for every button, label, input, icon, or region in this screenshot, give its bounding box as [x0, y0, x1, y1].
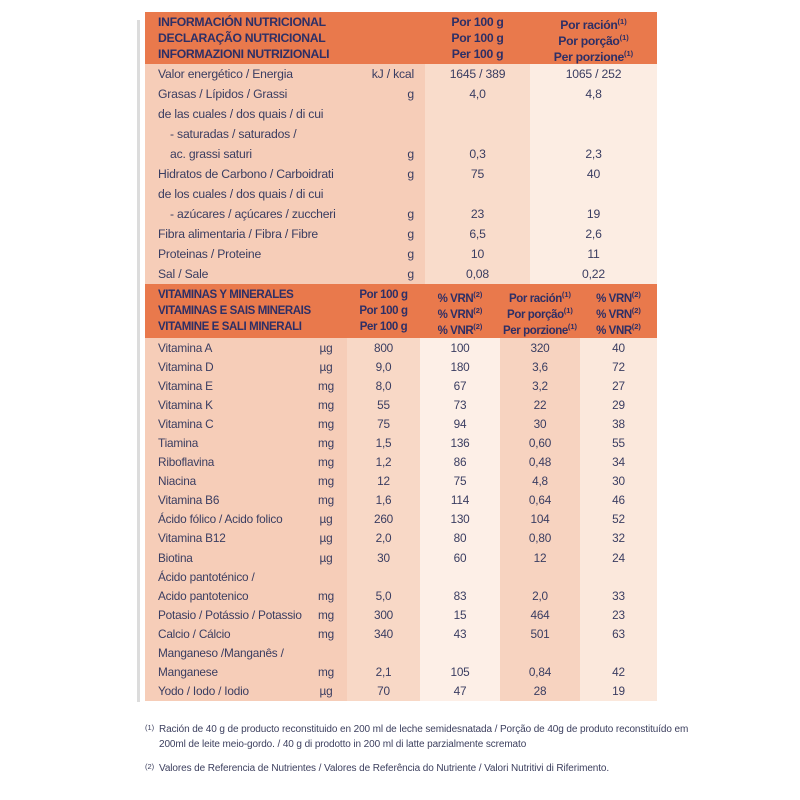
- footnote-2-marker: (2): [145, 762, 155, 771]
- footnote-2: [145, 761, 701, 776]
- value-pct-vrn-portion: 24: [580, 548, 657, 567]
- section2-portion-column-header: [500, 287, 580, 335]
- table-row: [145, 144, 657, 164]
- value-per-portion: 19: [530, 204, 657, 224]
- footnote-1-marker: (1): [145, 723, 155, 732]
- row-unit: [305, 644, 347, 663]
- section2-title-pt: VITAMINAS E SAIS MINERAIS: [158, 305, 311, 317]
- row-label: Ácido pantoténico /: [145, 567, 305, 586]
- value-per-100g: 5,0: [347, 586, 420, 605]
- nutrition-table: [145, 12, 657, 701]
- value-per-portion: 2,3: [530, 144, 657, 164]
- section2-body: [145, 338, 657, 701]
- row-label: Biotina: [145, 548, 305, 567]
- value-per-portion: 501: [500, 624, 580, 643]
- value-per-portion: 0,80: [500, 529, 580, 548]
- row-unit: µg: [305, 510, 347, 529]
- value-pct-vrn-portion: 30: [580, 472, 657, 491]
- row-label: Riboflavina: [145, 453, 305, 472]
- row-label: Sal / Sale: [145, 264, 360, 284]
- table-row: [145, 376, 657, 395]
- value-per-100g: 9,0: [347, 357, 420, 376]
- row-label: Calcio / Cálcio: [145, 624, 305, 643]
- value-pct-vrn-portion: 19: [580, 682, 657, 701]
- value-pct-vrn-portion: 33: [580, 586, 657, 605]
- value-pct-vrn-100g: 180: [420, 357, 500, 376]
- row-unit: [360, 104, 425, 124]
- value-per-portion: 28: [500, 682, 580, 701]
- portion-header-es: Por ración$^{(1)}$: [560, 17, 627, 33]
- value-per-100g: 340: [347, 624, 420, 643]
- value-per-portion: 2,0: [500, 586, 580, 605]
- section1-title-es: INFORMACIÓN NUTRICIONAL: [158, 15, 326, 29]
- row-label: Manganese: [145, 663, 305, 682]
- vrn100-header-it: % VNR$^{(2)}$: [437, 322, 483, 337]
- value-per-100g: 75: [425, 164, 530, 184]
- table-row: [145, 204, 657, 224]
- table-row: [145, 338, 657, 357]
- row-unit: mg: [305, 414, 347, 433]
- row-unit: mg: [305, 453, 347, 472]
- value-pct-vrn-portion: 34: [580, 453, 657, 472]
- value-pct-vrn-portion: 32: [580, 529, 657, 548]
- value-per-100g: 4,0: [425, 84, 530, 104]
- section1-body: [145, 64, 657, 284]
- vit-portion-header-es: Por ración$^{(1)}$: [508, 290, 572, 305]
- section1-title-pt: DECLARAÇÃO NUTRICIONAL: [158, 31, 326, 45]
- section2-vrn100-column-header: [420, 287, 500, 335]
- section1-title-it: INFORMAZIONI NUTRIZIONALI: [158, 47, 330, 61]
- vrnportion-header-es: % VRN$^{(2)}$: [596, 290, 641, 305]
- table-row: [145, 510, 657, 529]
- value-pct-vrn-portion: 63: [580, 624, 657, 643]
- vrn100-header-es: % VRN$^{(2)}$: [437, 290, 483, 305]
- value-per-portion: 3,2: [500, 376, 580, 395]
- value-pct-vrn-portion: 46: [580, 491, 657, 510]
- value-per-portion: [500, 644, 580, 663]
- row-unit: mg: [305, 395, 347, 414]
- row-unit: g: [360, 144, 425, 164]
- row-unit: mg: [305, 491, 347, 510]
- value-per-portion: 4,8: [500, 472, 580, 491]
- value-pct-vrn-portion: 27: [580, 376, 657, 395]
- row-unit: mg: [305, 376, 347, 395]
- value-per-100g: 2,1: [347, 663, 420, 682]
- value-per-portion: 2,6: [530, 224, 657, 244]
- row-label: Valor energético / Energia: [145, 64, 360, 84]
- value-per-100g: [425, 124, 530, 144]
- row-unit: g: [360, 224, 425, 244]
- label-edge-shadow: [137, 20, 140, 702]
- value-pct-vrn-100g: 15: [420, 605, 500, 624]
- row-label: de las cuales / dos quais / di cui: [145, 104, 360, 124]
- value-per-portion: 22: [500, 395, 580, 414]
- value-per-portion: 104: [500, 510, 580, 529]
- footnote-1: [145, 722, 701, 752]
- table-row: [145, 244, 657, 264]
- row-label: Vitamina C: [145, 414, 305, 433]
- table-row: [145, 491, 657, 510]
- value-pct-vrn-100g: 86: [420, 453, 500, 472]
- footnote-1-text: Ración de 40 g de producto reconstituido en 200 ml de leche semidesnatada / Porção de 40g de produto reconstituído em 200ml de leite meio-gordo. / 40 g di prodotto in 200 ml di latte parzialmente scremato: [159, 724, 689, 750]
- table-row: [145, 84, 657, 104]
- vrnportion-header-it: % VNR$^{(2)}$: [596, 322, 641, 337]
- footnotes: [145, 722, 701, 785]
- row-unit: g: [360, 264, 425, 284]
- value-pct-vrn-100g: 47: [420, 682, 500, 701]
- vrnportion-header-pt: % VRN$^{(2)}$: [596, 306, 641, 321]
- value-per-100g: 30: [347, 548, 420, 567]
- value-pct-vrn-100g: 67: [420, 376, 500, 395]
- table-row: [145, 264, 657, 284]
- value-per-100g: 8,0: [347, 376, 420, 395]
- value-per-portion: 0,64: [500, 491, 580, 510]
- row-label: ac. grassi saturi: [145, 144, 360, 164]
- value-per-portion: 0,48: [500, 453, 580, 472]
- value-per-portion: 0,84: [500, 663, 580, 682]
- row-unit: µg: [305, 548, 347, 567]
- section1-per100-column-header: [425, 14, 530, 62]
- portion-header-pt: Por porção$^{(1)}$: [558, 33, 629, 49]
- value-per-100g: 55: [347, 395, 420, 414]
- row-unit: mg: [305, 472, 347, 491]
- value-per-100g: [347, 644, 420, 663]
- table-row: [145, 644, 657, 663]
- table-row: [145, 605, 657, 624]
- value-per-100g: 300: [347, 605, 420, 624]
- value-per-portion: 40: [530, 164, 657, 184]
- vit-per100-header-es: Por 100 g: [359, 289, 408, 301]
- value-per-portion: 320: [500, 338, 580, 357]
- value-per-100g: 12: [347, 472, 420, 491]
- value-pct-vrn-100g: 73: [420, 395, 500, 414]
- row-label: Yodo / Iodo / Iodio: [145, 682, 305, 701]
- value-per-100g: 23: [425, 204, 530, 224]
- row-label: Proteinas / Proteine: [145, 244, 360, 264]
- table-row: [145, 567, 657, 586]
- value-per-100g: [425, 104, 530, 124]
- row-label: Manganeso /Manganês /: [145, 644, 305, 663]
- value-pct-vrn-100g: 83: [420, 586, 500, 605]
- table-row: [145, 529, 657, 548]
- value-pct-vrn-100g: 105: [420, 663, 500, 682]
- row-label: Niacina: [145, 472, 305, 491]
- value-per-100g: 1645 / 389: [425, 64, 530, 84]
- section2-vrnportion-column-header: [580, 287, 657, 335]
- value-per-100g: 70: [347, 682, 420, 701]
- value-per-100g: 75: [347, 414, 420, 433]
- row-unit: g: [360, 204, 425, 224]
- vit-portion-header-it: Per porzione$^{(1)}$: [502, 322, 578, 337]
- footnote-2-text: Valores de Referencia de Nutrientes / Valores de Referência do Nutriente / Valori Nutritivi di Riferimento.: [159, 763, 610, 774]
- value-pct-vrn-portion: 38: [580, 414, 657, 433]
- value-pct-vrn-portion: 40: [580, 338, 657, 357]
- row-label: Vitamina E: [145, 376, 305, 395]
- value-per-100g: 1,5: [347, 433, 420, 452]
- value-pct-vrn-portion: [580, 567, 657, 586]
- row-label: Ácido fólico / Acido folico: [145, 510, 305, 529]
- value-per-portion: 464: [500, 605, 580, 624]
- row-label: Vitamina A: [145, 338, 305, 357]
- row-unit: mg: [305, 586, 347, 605]
- value-pct-vrn-portion: 52: [580, 510, 657, 529]
- value-per-100g: 6,5: [425, 224, 530, 244]
- table-row: [145, 357, 657, 376]
- value-pct-vrn-100g: [420, 567, 500, 586]
- value-pct-vrn-portion: 23: [580, 605, 657, 624]
- table-row: [145, 663, 657, 682]
- value-pct-vrn-portion: 55: [580, 433, 657, 452]
- row-unit: g: [360, 164, 425, 184]
- row-unit: µg: [305, 529, 347, 548]
- row-unit: g: [360, 84, 425, 104]
- value-pct-vrn-portion: 42: [580, 663, 657, 682]
- vrn100-header-pt: % VRN$^{(2)}$: [437, 306, 483, 321]
- table-row: [145, 124, 657, 144]
- value-pct-vrn-portion: [580, 644, 657, 663]
- section2-title-it: VITAMINE E SALI MINERALI: [158, 321, 302, 333]
- table-row: [145, 64, 657, 84]
- table-row: [145, 414, 657, 433]
- value-per-portion: [530, 124, 657, 144]
- row-unit: µg: [305, 338, 347, 357]
- row-label: Fibra alimentaria / Fibra / Fibre: [145, 224, 360, 244]
- value-pct-vrn-100g: 136: [420, 433, 500, 452]
- section2-title-es: VITAMINAS Y MINERALES: [158, 289, 294, 301]
- value-per-100g: 0,3: [425, 144, 530, 164]
- per100-header-it: Per 100 g: [451, 47, 504, 61]
- value-per-100g: 260: [347, 510, 420, 529]
- row-unit: kJ / kcal: [360, 64, 425, 84]
- value-pct-vrn-100g: 94: [420, 414, 500, 433]
- section2-per100-column-header: [347, 287, 420, 335]
- row-label: Vitamina K: [145, 395, 305, 414]
- value-pct-vrn-100g: 75: [420, 472, 500, 491]
- value-per-portion: 1065 / 252: [530, 64, 657, 84]
- value-per-portion: [530, 104, 657, 124]
- row-label: Hidratos de Carbono / Carboidrati: [145, 164, 360, 184]
- row-unit: g: [360, 244, 425, 264]
- table-row: [145, 453, 657, 472]
- table-row: [145, 624, 657, 643]
- row-unit: µg: [305, 682, 347, 701]
- value-per-portion: 4,8: [530, 84, 657, 104]
- row-label: - saturadas / saturados /: [145, 124, 360, 144]
- value-per-portion: 0,60: [500, 433, 580, 452]
- portion-header-it: Per porzione$^{(1)}$: [553, 49, 634, 65]
- row-unit: mg: [305, 605, 347, 624]
- value-per-portion: 3,6: [500, 357, 580, 376]
- value-per-100g: 10: [425, 244, 530, 264]
- value-pct-vrn-100g: 60: [420, 548, 500, 567]
- row-unit: mg: [305, 433, 347, 452]
- row-label: Acido pantotenico: [145, 586, 305, 605]
- row-label: Tiamina: [145, 433, 305, 452]
- row-unit: µg: [305, 357, 347, 376]
- table-row: [145, 104, 657, 124]
- row-label: Vitamina B6: [145, 491, 305, 510]
- per100-header-pt: Por 100 g: [451, 31, 504, 45]
- value-pct-vrn-portion: 72: [580, 357, 657, 376]
- value-pct-vrn-100g: 80: [420, 529, 500, 548]
- section1-header: [145, 12, 657, 64]
- row-label: de los cuales / dos quais / di cui: [145, 184, 360, 204]
- table-row: [145, 548, 657, 567]
- table-row: [145, 395, 657, 414]
- value-pct-vrn-100g: [420, 644, 500, 663]
- value-per-portion: 0,22: [530, 264, 657, 284]
- section1-portion-column-header: [530, 14, 657, 65]
- vit-per100-header-it: Per 100 g: [359, 321, 408, 333]
- per100-header-es: Por 100 g: [451, 15, 504, 29]
- value-pct-vrn-100g: 100: [420, 338, 500, 357]
- section1-title-column: [145, 14, 425, 62]
- value-per-portion: [530, 184, 657, 204]
- value-pct-vrn-100g: 43: [420, 624, 500, 643]
- row-label: Vitamina B12: [145, 529, 305, 548]
- value-per-100g: 1,2: [347, 453, 420, 472]
- table-row: [145, 586, 657, 605]
- table-row: [145, 224, 657, 244]
- value-per-100g: 1,6: [347, 491, 420, 510]
- value-per-portion: [500, 567, 580, 586]
- value-pct-vrn-100g: 114: [420, 491, 500, 510]
- row-label: Grasas / Lípidos / Grassi: [145, 84, 360, 104]
- section2-header: [145, 284, 657, 338]
- row-unit: mg: [305, 624, 347, 643]
- value-pct-vrn-portion: 29: [580, 395, 657, 414]
- table-row: [145, 184, 657, 204]
- vit-per100-header-pt: Por 100 g: [359, 305, 408, 317]
- value-per-100g: [347, 567, 420, 586]
- table-row: [145, 472, 657, 491]
- value-per-portion: 12: [500, 548, 580, 567]
- value-per-portion: 30: [500, 414, 580, 433]
- row-unit: [360, 184, 425, 204]
- value-pct-vrn-100g: 130: [420, 510, 500, 529]
- row-unit: [305, 567, 347, 586]
- value-per-portion: 11: [530, 244, 657, 264]
- table-row: [145, 682, 657, 701]
- row-label: Potasio / Potássio / Potassio: [145, 605, 305, 624]
- vit-portion-header-pt: Por porção$^{(1)}$: [507, 306, 573, 321]
- value-per-100g: [425, 184, 530, 204]
- table-row: [145, 164, 657, 184]
- row-unit: mg: [305, 663, 347, 682]
- value-per-100g: 2,0: [347, 529, 420, 548]
- section2-title-column: [145, 287, 347, 335]
- row-label: Vitamina D: [145, 357, 305, 376]
- row-unit: [360, 124, 425, 144]
- table-row: [145, 433, 657, 452]
- value-per-100g: 0,08: [425, 264, 530, 284]
- value-per-100g: 800: [347, 338, 420, 357]
- row-label: - azúcares / açúcares / zuccheri: [145, 204, 360, 224]
